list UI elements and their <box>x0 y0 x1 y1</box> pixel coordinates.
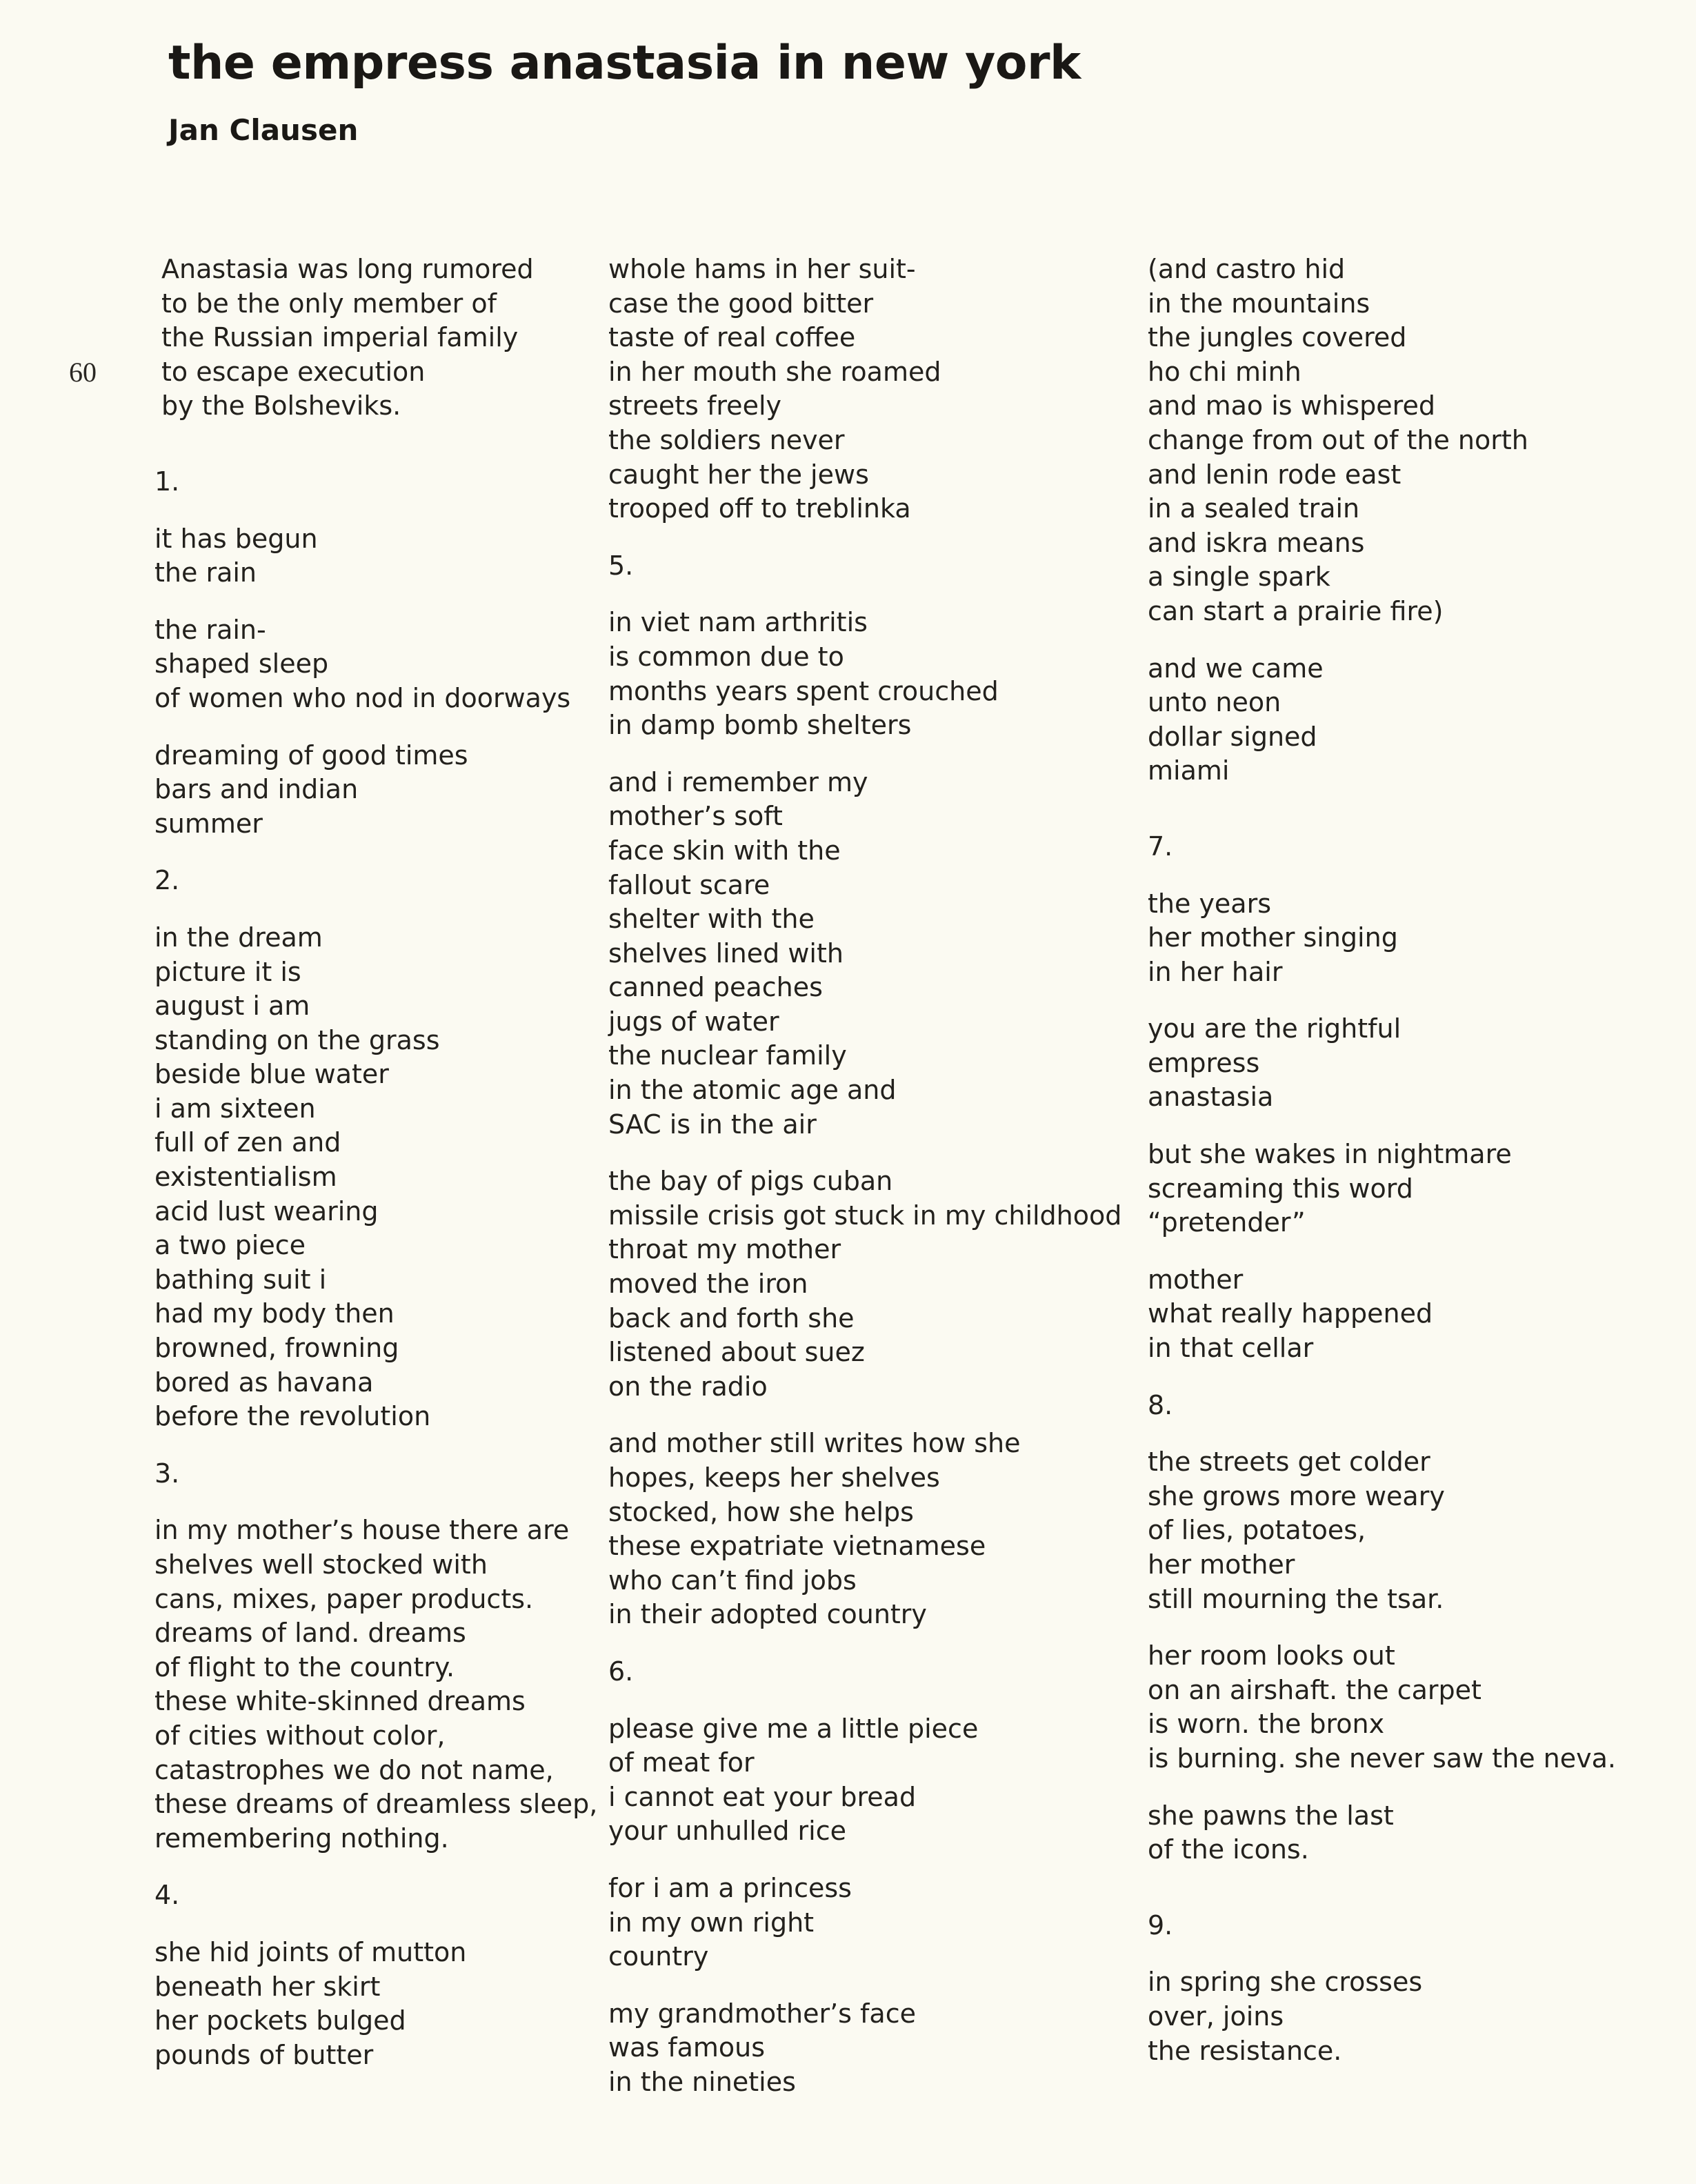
poem-line: you are the rightful <box>1148 1013 1401 1044</box>
stanza <box>1148 887 1672 990</box>
poem-line: the resistance. <box>1148 2035 1342 2066</box>
poem-line: a two piece <box>154 1230 306 1261</box>
poem-line: still mourning the tsar. <box>1148 1583 1444 1614</box>
poem-line: moved the iron <box>608 1269 808 1300</box>
poem-line: full of zen and <box>154 1127 341 1158</box>
stanza <box>154 522 582 590</box>
intro-note <box>154 252 582 424</box>
poem-line: dreaming of good times <box>154 739 468 771</box>
stanza <box>1148 252 1672 629</box>
column-1 <box>154 252 598 2095</box>
poem-line: anastasia <box>1148 1082 1274 1113</box>
poem-line: pounds of butter <box>154 2039 374 2070</box>
poem-line: “pretender” <box>1148 1207 1306 1238</box>
stanza <box>608 1164 1133 1404</box>
poem-line: she grows more weary <box>1148 1480 1445 1511</box>
stanza <box>1148 1138 1672 1240</box>
poem-line: back and forth she <box>608 1302 855 1333</box>
poem-line: missile crisis got stuck in my childhood <box>608 1200 1122 1231</box>
column-2 <box>608 252 1133 2123</box>
poem-line: in the atomic age and <box>608 1075 897 1106</box>
poem-line: the soldiers never <box>608 424 845 455</box>
poem-line: is common due to <box>608 641 844 672</box>
section-number-4: 4. <box>154 1880 180 1911</box>
poem-line: country <box>608 1941 709 1972</box>
poem-line: for i am a princess <box>608 1872 852 1903</box>
poem-line: the rain <box>154 557 257 588</box>
poem-line: of meat for <box>608 1747 755 1778</box>
section-number-5: 5. <box>608 550 634 581</box>
poem-line: a single spark <box>1148 562 1330 593</box>
poem-line: case the good bitter <box>608 288 874 319</box>
poem-line: her mother <box>1148 1549 1295 1580</box>
poem-line: shelves well stocked with <box>154 1549 488 1580</box>
stanza <box>608 766 1133 1142</box>
poem-line: picture it is <box>154 956 301 987</box>
poem-line: screaming this word <box>1148 1173 1413 1204</box>
poem-line: mother <box>1148 1264 1244 1295</box>
poem-line: is burning. she never saw the neva. <box>1148 1743 1616 1774</box>
poem-line: taste of real coffee <box>608 322 856 353</box>
poem-line: ho chi minh <box>1148 356 1301 387</box>
stanza <box>608 252 1133 526</box>
stanza <box>608 606 1133 742</box>
section-number-7: 7. <box>1148 831 1173 862</box>
poem-line: bars and indian <box>154 774 359 805</box>
stanza <box>608 1872 1133 1974</box>
poem-line: trooped off to treblinka <box>608 493 911 524</box>
poem-line: in spring she crosses <box>1148 1967 1423 1998</box>
poem-line: the rain- <box>154 614 266 645</box>
poem-line: shaped sleep <box>154 648 329 679</box>
poem-line: in their adopted country <box>608 1599 927 1630</box>
poem-line: i am sixteen <box>154 1093 316 1124</box>
poem-title: the empress anastasia in new york <box>168 36 1081 90</box>
poem-line: in viet nam arthritis <box>608 607 868 638</box>
poem-line: before the revolution <box>154 1401 431 1432</box>
stanza <box>1148 1263 1672 1366</box>
poem-line: what really happened <box>1148 1298 1433 1329</box>
poem-line: canned peaches <box>608 972 823 1003</box>
poem-line: change from out of the north <box>1148 424 1528 455</box>
page-number: 60 <box>69 357 97 388</box>
stanza <box>608 1997 1133 2100</box>
poem-line: was famous <box>608 2032 766 2063</box>
poem-line: had my body then <box>154 1298 395 1329</box>
poem-line: of cities without color, <box>154 1720 446 1751</box>
poem-line: your unhulled rice <box>608 1816 847 1847</box>
poem-line: her mother singing <box>1148 922 1398 953</box>
poem-line: bathing suit i <box>154 1264 327 1295</box>
poem-line: existentialism <box>154 1162 337 1193</box>
poem-line: of women who nod in doorways <box>154 682 571 713</box>
poem-line: miami <box>1148 755 1230 786</box>
poem-line: who can’t find jobs <box>608 1565 857 1596</box>
stanza <box>154 1936 582 2072</box>
poem-line: in damp bomb shelters <box>608 710 912 741</box>
poem-line: in her hair <box>1148 956 1283 987</box>
poem-line: beneath her skirt <box>154 1971 381 2002</box>
stanza <box>154 921 582 1434</box>
poem-line: shelter with the <box>608 904 815 935</box>
poem-line: listened about suez <box>608 1337 865 1368</box>
section-number-3: 3. <box>154 1458 180 1489</box>
stanza <box>608 1427 1133 1632</box>
intro-line: the Russian imperial family <box>161 322 519 353</box>
poem-line: my grandmother’s face <box>608 1998 916 2029</box>
section-number-8: 8. <box>1148 1389 1173 1420</box>
intro-line: Anastasia was long rumored <box>161 254 534 284</box>
poem-line: her room looks out <box>1148 1640 1395 1671</box>
stanza <box>1148 1965 1672 2068</box>
poem-line: months years spent crouched <box>608 675 999 706</box>
poem-line: these dreams of dreamless sleep, <box>154 1789 598 1820</box>
poem-line: the years <box>1148 888 1272 919</box>
poem-line: mother’s soft <box>608 801 783 832</box>
poem-line: of flight to the country. <box>154 1651 455 1682</box>
poem-line: these white-skinned dreams <box>154 1686 526 1717</box>
poem-line: hopes, keeps her shelves <box>608 1462 940 1493</box>
poem-line: but she wakes in nightmare <box>1148 1139 1512 1170</box>
stanza <box>154 613 582 716</box>
poem-line: summer <box>154 808 263 839</box>
poem-line: on an airshaft. the carpet <box>1148 1674 1481 1705</box>
poem-line: the nuclear family <box>608 1040 847 1071</box>
poem-line: dreams of land. dreams <box>154 1618 466 1649</box>
intro-line: by the Bolsheviks. <box>161 390 401 421</box>
section-number-9: 9. <box>1148 1909 1173 1940</box>
poem-line: can start a prairie fire) <box>1148 595 1444 626</box>
poem-line: in the mountains <box>1148 288 1370 319</box>
poem-line: of the icons. <box>1148 1834 1309 1865</box>
column-3 <box>1148 252 1672 2091</box>
poem-line: face skin with the <box>608 835 841 866</box>
poem-line: in a sealed train <box>1148 493 1360 524</box>
poem-line: unto neon <box>1148 687 1281 718</box>
section-number-2: 2. <box>154 865 180 896</box>
poem-line: august i am <box>154 991 310 1022</box>
poem-line: (and castro hid <box>1148 254 1346 284</box>
poem-line: empress <box>1148 1047 1260 1078</box>
poem-line: cans, mixes, paper products. <box>154 1583 534 1614</box>
stanza <box>608 1712 1133 1849</box>
poem-line: she hid joints of mutton <box>154 1936 467 1967</box>
poem-line: caught her the jews <box>608 459 869 490</box>
poem-line: of lies, potatoes, <box>1148 1515 1366 1546</box>
poem-line: in my own right <box>608 1907 815 1938</box>
poem-line: the streets get colder <box>1148 1447 1430 1478</box>
poem-line: and mother still writes how she <box>608 1428 1021 1459</box>
poem-line: is worn. the bronx <box>1148 1709 1385 1740</box>
poem-line: the jungles covered <box>1148 322 1407 353</box>
stanza <box>1148 1639 1672 1776</box>
poem-line: these expatriate vietnamese <box>608 1531 986 1562</box>
poem-line: and iskra means <box>1148 527 1365 558</box>
author-name: Jan Clausen <box>168 113 359 147</box>
poem-line: streets freely <box>608 390 781 421</box>
section-number-1: 1. <box>154 466 180 497</box>
poem-line: it has begun <box>154 523 318 554</box>
poem-line: her pockets bulged <box>154 2005 406 2036</box>
poem-line: remembering nothing. <box>154 1823 449 1854</box>
poem-line: and we came <box>1148 653 1324 684</box>
stanza <box>154 1513 598 1856</box>
poem-line: on the radio <box>608 1371 768 1402</box>
poem-line: in the dream <box>154 922 323 953</box>
section-number-6: 6. <box>608 1656 634 1687</box>
poem-line: in her mouth she roamed <box>608 356 941 387</box>
poem-line: in my mother’s house there are <box>154 1515 570 1546</box>
poem-line: SAC is in the air <box>608 1109 817 1140</box>
poem-line: over, joins <box>1148 2001 1284 2032</box>
poem-line: beside blue water <box>154 1059 389 1090</box>
poem-line: standing on the grass <box>154 1024 440 1055</box>
poem-line: in that cellar <box>1148 1333 1314 1364</box>
stanza <box>154 739 582 842</box>
poem-line: please give me a little piece <box>608 1713 979 1744</box>
poem-line: the bay of pigs cuban <box>608 1166 893 1197</box>
poem-line: and lenin rode east <box>1148 459 1401 490</box>
poem-line: catastrophes we do not name, <box>154 1754 554 1785</box>
poem-line: i cannot eat your bread <box>608 1781 917 1812</box>
intro-line: to be the only member of <box>161 288 497 319</box>
stanza <box>1148 652 1672 788</box>
poem-line: she pawns the last <box>1148 1800 1394 1831</box>
poem-line: in the nineties <box>608 2066 796 2097</box>
stanza <box>1148 1445 1672 1616</box>
poem-line: stocked, how she helps <box>608 1496 914 1527</box>
poem-line: browned, frowning <box>154 1333 399 1364</box>
poem-line: and i remember my <box>608 766 868 797</box>
poem-line: throat my mother <box>608 1234 841 1265</box>
poem-line: fallout scare <box>608 869 770 900</box>
poem-line: dollar signed <box>1148 721 1317 752</box>
stanza <box>1148 1799 1672 1867</box>
intro-line: to escape execution <box>161 356 426 387</box>
poem-line: bored as havana <box>154 1367 374 1398</box>
poem-line: whole hams in her suit- <box>608 254 916 284</box>
poem-line: acid lust wearing <box>154 1195 379 1227</box>
poem-line: jugs of water <box>608 1006 779 1037</box>
poem-line: shelves lined with <box>608 937 844 969</box>
poem-line: and mao is whispered <box>1148 390 1435 421</box>
stanza <box>1148 1012 1672 1115</box>
